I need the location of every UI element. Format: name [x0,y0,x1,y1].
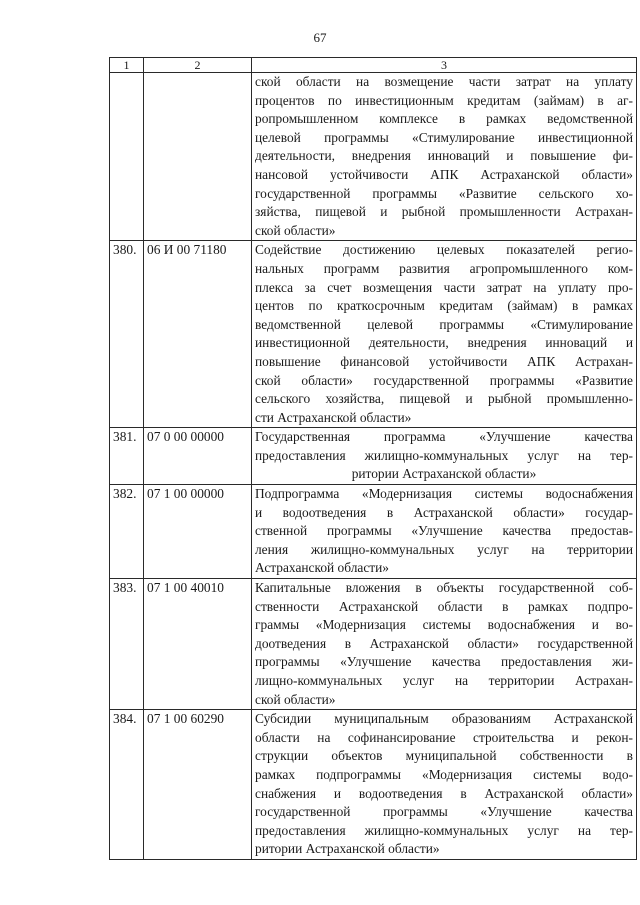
table-row [110,73,637,241]
description-line: деятельности, внедрения инноваций и повышение фи- [255,148,633,164]
description-line: Астраханской области» [255,560,389,576]
table-row [110,710,637,860]
table-row [110,241,637,428]
item-description [252,428,637,485]
classification-code: 07 0 00 00000 [144,428,252,485]
description-line: и водоотведения в Астраханской области» государ- [255,504,633,520]
description-line: ской области» [255,691,336,707]
classification-code: 06 И 00 71180 [144,241,252,428]
description-line: центов по краткосрочным кредитам (займам) в рамках [255,298,633,314]
row-number: 384. [110,710,144,860]
description-line: снабжения и водоотведения в Астраханской области» [255,785,633,801]
description-line: Субсидии муниципальным образованиям Астраханской [255,711,633,727]
description-line: целевой программы «Стимулирование инвестиционной [255,129,633,145]
description-line: Капитальные вложения в объекты государственной соб- [255,580,633,596]
description-line: ской области на возмещение части затрат на уплату [255,74,633,89]
table-row [110,579,637,710]
classification-code [144,73,252,241]
description-line: лищно-коммунальных услуг на территории Астрахан- [255,673,633,688]
description-line: ственной программы «Улучшение качества предостав- [255,523,633,539]
table-row [110,485,637,579]
page-number: 67 [313,30,327,45]
description-line: предоставления жилищно-коммунальных услуг на тер- [255,447,633,463]
description-line: ритории Астраханской области» [255,841,440,857]
classification-code: 07 1 00 00000 [144,485,252,579]
description-line: ления жилищно-коммунальных услуг на территории [255,541,633,557]
column-header-3: 3 [252,58,637,73]
description-line: государственной программы «Улучшение качества [255,804,633,820]
description-line: ственности Астраханской области в рамках подпро- [255,598,633,614]
budget-classification-table [109,57,637,860]
description-line: области на софинансирование строительства и рекон- [255,729,633,745]
description-line: Содействие достижению целевых показателей регио- [255,242,633,258]
item-description [252,241,637,428]
description-line: рамках подпрограммы «Модернизация системы водо- [255,766,633,782]
description-line: процентов по инвестиционным кредитам (займам) в аг- [255,92,633,108]
description-line: граммы «Модернизация системы водоснабжения и во- [255,617,633,633]
item-description [252,73,637,241]
description-line: программы «Улучшение качества предоставления жи- [255,654,633,670]
column-header-1: 1 [110,58,144,73]
description-line: предоставления жилищно-коммунальных услуг на тер- [255,822,633,838]
column-number-header-row [110,58,637,73]
row-number: 382. [110,485,144,579]
description-line: Подпрограмма «Модернизация системы водоснабжения [255,486,633,502]
row-number [110,73,144,241]
description-line: ской области» [255,222,336,238]
description-line: доотведения в Астраханской области» государственной [255,635,633,651]
item-description [252,579,637,710]
description-line: струкции объектов муниципальной собственности в [255,748,633,764]
description-line: государственной программы «Развитие сельского хо- [255,185,633,201]
description-line: нальных программ развития агропромышленного ком- [255,260,633,276]
description-line: ритории Астраханской области» [351,466,537,482]
description-line: ведомственной целевой программы «Стимулирование [255,316,633,332]
description-line: зяйства, пищевой и рыбной промышленности Астрахан- [255,204,633,220]
row-number: 380. [110,241,144,428]
table-row [110,428,637,485]
row-number: 381. [110,428,144,485]
description-line: сти Астраханской области» [255,409,412,425]
description-line: Государственная программа «Улучшение качества [255,429,633,445]
description-line: плекса за счет возмещения части затрат на уплату про- [255,279,633,295]
column-header-2: 2 [144,58,252,73]
description-line: повышение финансовой устойчивости АПК Астрахан- [255,353,633,369]
description-line: сельского хозяйства, пищевой и рыбной промышленно- [255,391,633,407]
description-line: ской области» государственной программы «Развитие [255,372,633,388]
description-line: инвестиционной деятельности, внедрения инноваций и [255,335,633,351]
description-line: ропромышленном комплексе в рамках ведомственной [255,111,633,127]
item-description [252,710,637,860]
description-line: нансовой устойчивости АПК Астраханской области» [255,166,633,182]
row-number: 383. [110,579,144,710]
item-description [252,485,637,579]
classification-code: 07 1 00 40010 [144,579,252,710]
classification-code: 07 1 00 60290 [144,710,252,860]
